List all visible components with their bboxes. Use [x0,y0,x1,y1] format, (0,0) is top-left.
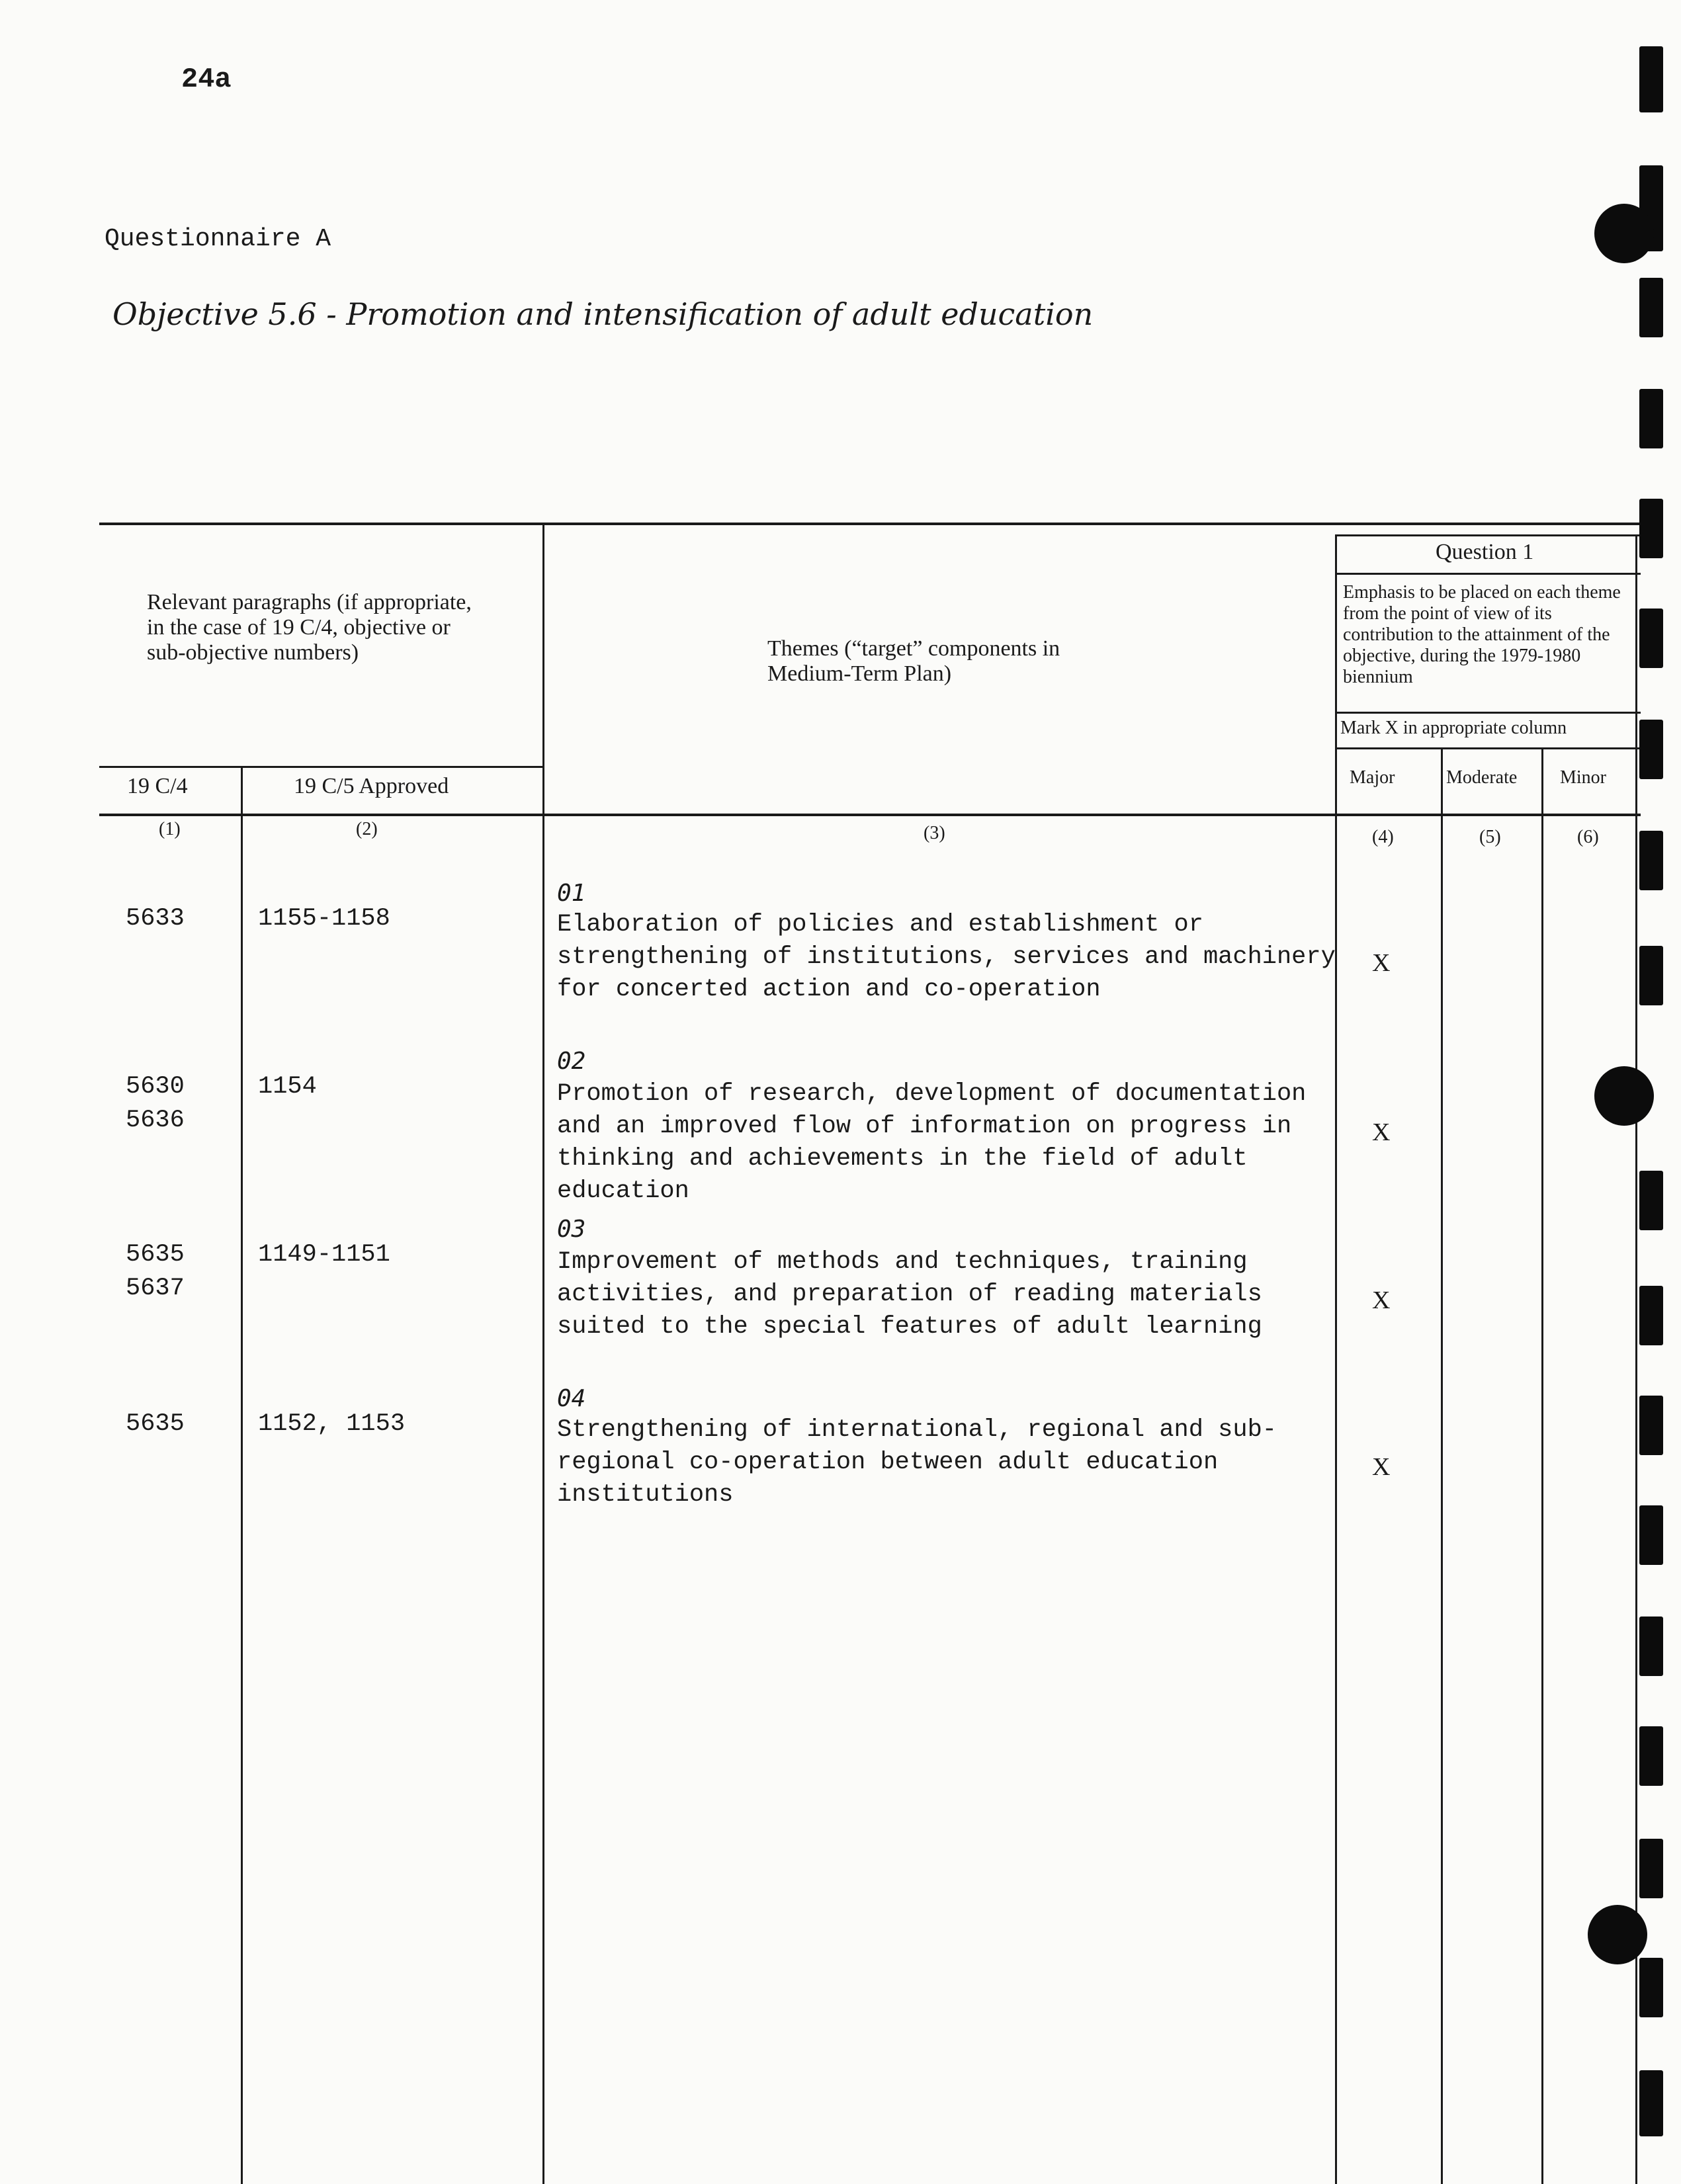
binding-bar [1639,1396,1663,1455]
binding-hole [1588,1905,1647,1964]
table-row-1-theme: Elaboration of policies and establishment or strengthening of institutions, services and machinery for concerted action and co-operation [557,911,1336,1003]
table-row-4-major-mark: X [1372,1453,1391,1481]
question-1-header: Question 1 [1436,540,1534,564]
minor-header: Minor [1560,767,1606,788]
vline-col3 [1335,534,1337,2184]
binding-bar [1639,946,1663,1005]
table-row-4-c5: 1152, 1153 [258,1410,406,1438]
binding-bar [1639,609,1663,668]
vline-col5 [1541,747,1543,2184]
mark-instruction-rule [1335,747,1641,749]
table-top-rule [99,523,1641,525]
table-row-1-code: 01 [557,880,586,907]
binding-bar [1639,389,1663,448]
binding-bar [1639,720,1663,779]
vline-col2 [542,523,544,2184]
binding-bar [1639,1171,1663,1230]
column-number-2: (2) [356,819,378,839]
binding-bar [1639,46,1663,112]
table-row-4-code: 04 [557,1385,586,1412]
binding-bar [1639,1617,1663,1676]
binding-hole [1594,1066,1654,1126]
major-header: Major [1350,767,1395,788]
question-label-rule [1335,573,1641,575]
table-row-2-major-mark: X [1372,1118,1391,1146]
binding-bar [1639,831,1663,890]
binding-bar [1639,1958,1663,2017]
table-row-4-theme: Strengthening of international, regional and sub-regional co-operation between adult education institutions [557,1416,1277,1509]
col2-header: 19 C/5 Approved [294,774,449,798]
table-row-4-c4: 5635 [126,1410,185,1438]
objective-title: Objective 5.6 - Promotion and intensification of adult education [112,296,1094,332]
col1-header: 19 C/4 [127,774,188,798]
column-number-5: (5) [1479,827,1501,847]
relevant-paragraphs-header: Relevant paragraphs (if appropriate, in the case of 19 C/4, objective or sub-objective numbers) [147,590,472,665]
table-row-2-c5: 1154 [258,1073,317,1101]
table-row-1-c5: 1155-1158 [258,905,390,933]
themes-header: Themes (“target” components in Medium-Term Plan) [767,636,1060,687]
binding-bar [1639,278,1663,337]
table-row-1-major-mark: X [1372,949,1391,977]
column-number-4: (4) [1372,827,1394,847]
binding-bar [1639,1286,1663,1345]
moderate-header: Moderate [1446,767,1518,788]
subcol-rule [99,766,542,768]
table-row-3-code: 03 [557,1216,586,1243]
binding-hole [1594,204,1654,263]
table-row-2-code: 02 [557,1048,586,1075]
table-row-3-c5: 1149-1151 [258,1241,390,1269]
binding-bar [1639,1839,1663,1898]
table-row-3-theme: Improvement of methods and techniques, training activities, and preparation of reading materials suited to the special features of adult learning [557,1248,1262,1341]
column-number-3: (3) [924,823,945,843]
column-number-6: (6) [1577,827,1599,847]
table-row-3-major-mark: X [1372,1286,1391,1314]
page-number: 24a [181,63,232,95]
emphasis-text: Emphasis to be placed on each theme from the point of view of its contribution to the attainment of the objective, during the 1979-1980 biennium [1343,582,1621,687]
table-row-2-c4: 5630 5636 [126,1073,185,1135]
column-number-1: (1) [159,819,181,839]
header-bottom-rule [99,814,1641,816]
questionnaire-label: Questionnaire A [105,225,331,253]
table-row-3-c4: 5635 5637 [126,1241,185,1303]
emphasis-bottom-rule [1335,712,1641,714]
vline-col1 [241,766,243,2184]
mark-instruction: Mark X in appropriate column [1340,718,1567,738]
table-row-1-c4: 5633 [126,905,185,933]
table-row-2-theme: Promotion of research, development of documentation and an improved flow of information on progress in thinking and achievements in the field of adult education [557,1080,1307,1205]
question-top-rule [1335,534,1641,536]
binding-bar [1639,499,1663,558]
binding-bar [1639,1505,1663,1565]
binding-bar [1639,1726,1663,1786]
binding-bar [1639,2070,1663,2136]
vline-col4 [1441,747,1443,2184]
